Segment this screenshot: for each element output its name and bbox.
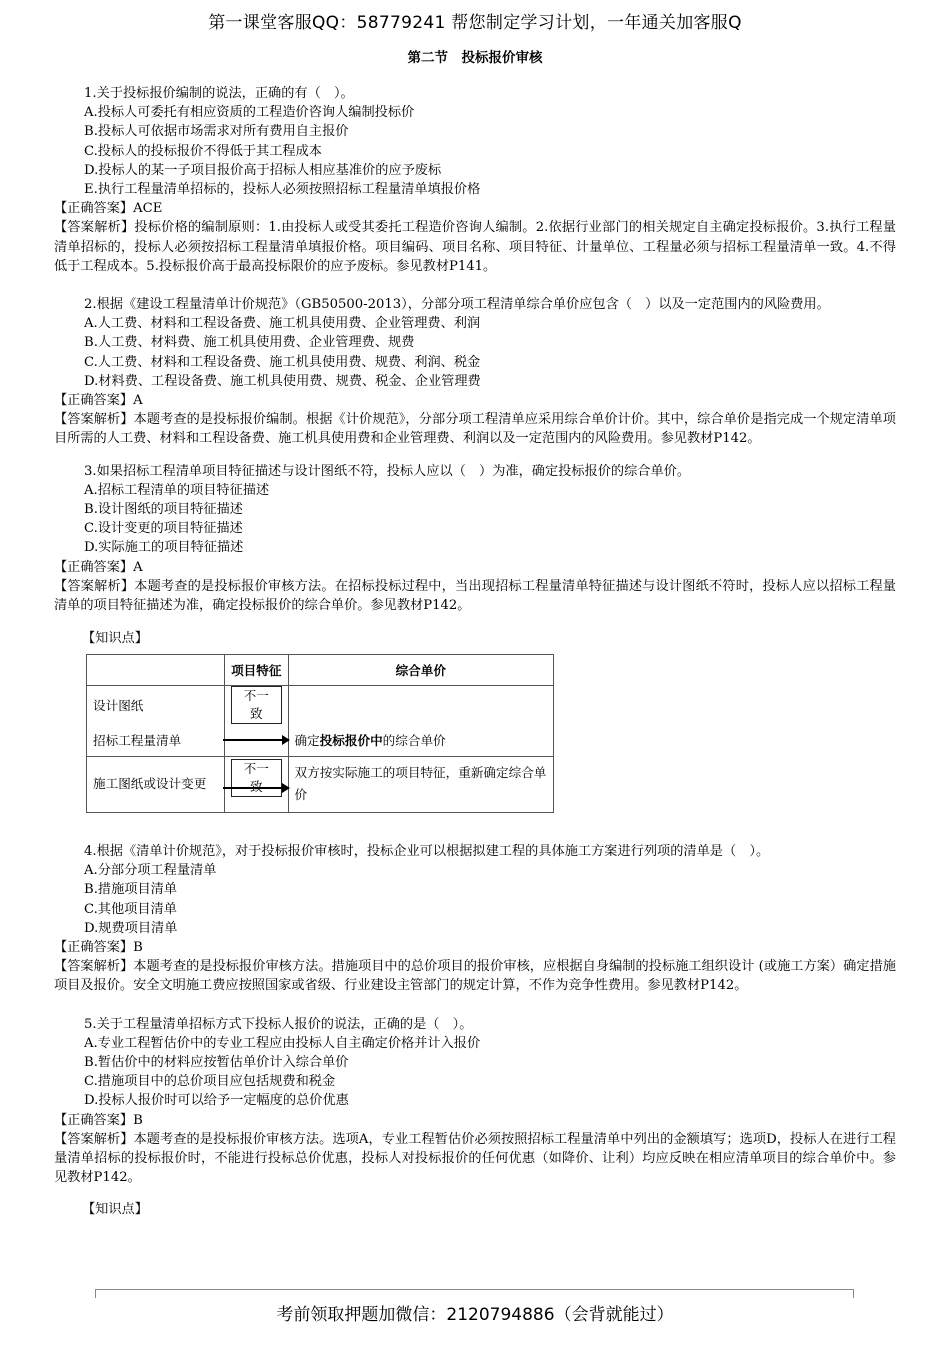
knowledge-point-label: 【知识点】 [82, 1202, 148, 1218]
option: C.人工费、材料和工程设备费、施工机具使用费、规费、利润、税金 [84, 354, 481, 370]
option: B.暂估价中的材料应按暂估单价计入综合单价 [84, 1055, 349, 1071]
knowledge-point-label: 【知识点】 [82, 631, 148, 647]
option: A.招标工程清单的项目特征描述 [84, 482, 270, 498]
option: A.专业工程暂估价中的专业工程应由投标人自主确定价格并计入报价 [84, 1035, 481, 1051]
option: D.投标人报价时可以给予一定幅度的总价优惠 [84, 1093, 349, 1109]
option: A.人工费、材料和工程设备费、施工机具使用费、企业管理费、利润 [84, 316, 481, 332]
correct-answer: 【正确答案】B [54, 940, 143, 955]
row-label: 施工图纸或设计变更 [87, 756, 225, 812]
correct-answer: 【正确答案】A [54, 559, 143, 575]
correct-answer: 【正确答案】A [54, 393, 143, 409]
row-result: 双方按实际施工的项目特征，重新确定综合单价 [288, 756, 553, 812]
answer-explanation: 【答案解析】本题考查的是投标报价审核方法。措施项目中的总价项目的报价审核，应根据自身编制的投标施工组织设计 (或施工方案）确定措施项目及报价。安全文明施工费应按照国家或省级、行业建设主管部门的规定计算，不作为竞争性费用。参见教材P142。 [54, 959, 896, 994]
option: C.其他项目清单 [84, 901, 177, 917]
option: D.投标人的某一子项目报价高于招标人相应基准价的应予废标 [84, 162, 442, 178]
column-header: 项目特征 [225, 655, 289, 686]
option: D.规费项目清单 [84, 920, 178, 936]
question-stem: 3.如果招标工程清单项目特征描述与设计图纸不符，投标人应以（ ）为准，确定投标报价的综合单价。 [84, 463, 691, 479]
row-result: 确定投标报价中的综合单价 [288, 724, 553, 756]
answer-explanation: 【答案解析】投标价格的编制原则：1.由投标人或受其委托工程造价咨询人编制。2.依据行业部门的相关规定自主确定投标报价。3.执行工程量清单招标的，投标人必须按招标工程量清单填报价格。项目编码、项目名称、项目特征、计量单位、工程量必须与招标工程量清单一致。4.不得低于工程成本。5.投标报价高于最高投标限价的应予废标。参见教材P141。 [54, 220, 896, 274]
correct-answer: 【正确答案】B [54, 1112, 143, 1128]
option: B.人工费、材料费、施工机具使用费、企业管理费、规费 [84, 335, 415, 351]
question-content [54, 84, 896, 1220]
option: A.投标人可委托有相应资质的工程造价咨询人编制投标价 [84, 105, 415, 121]
option: D.材料费、工程设备费、施工机具使用费、规费、税金、企业管理费 [84, 373, 481, 389]
answer-explanation: 【答案解析】本题考查的是投标报价审核方法。选项A，专业工程暂估价必须按照招标工程量清单中列出的金额填写；选项D，投标人在进行工程量清单招标的投标报价时，不能进行投标总价优惠，投标人对投标报价的任何优惠（如降价、让利）均应反映在相应清单项目的综合单价中。参见教材P142。 [54, 1131, 896, 1186]
mismatch-tag: 不一致 [231, 686, 282, 724]
option: A.分部分项工程量清单 [84, 863, 217, 879]
question-stem: 1.关于投标报价编制的说法，正确的有（ ）。 [84, 86, 354, 101]
option: C.投标人的投标报价不得低于其工程成本 [84, 143, 322, 159]
page-header: 第一课堂客服QQ：58779241 帮您制定学习计划，一年通关加客服Q [208, 13, 742, 33]
mismatch-tag: 不一致 [231, 759, 282, 797]
option: B.投标人可依据市场需求对所有费用自主报价 [84, 124, 349, 140]
option: B.措施项目清单 [84, 882, 178, 898]
option: D.实际施工的项目特征描述 [84, 540, 244, 556]
option: C.设计变更的项目特征描述 [84, 521, 243, 537]
row-label: 招标工程量清单 [87, 724, 225, 756]
question-stem: 4.根据《清单计价规范》，对于投标报价审核时，投标企业可以根据拟建工程的具体施工方案进行列项的清单是（ ）。 [84, 843, 770, 859]
row-label: 设计图纸 [87, 686, 225, 725]
option: E.执行工程量清单招标的，投标人必须按照招标工程量清单填报价格 [84, 182, 481, 198]
page-footer: 考前领取押题加微信：2120794886（会背就能过） [276, 1305, 674, 1325]
column-header: 综合单价 [288, 655, 553, 686]
divider [95, 1289, 854, 1290]
question-stem: 2.根据《建设工程量清单计价规范》（GB50500-2013），分部分项工程清单综合单价应包含（ ）以及一定范围内的风险费用。 [84, 297, 830, 313]
correct-answer: 【正确答案】ACE [54, 201, 163, 217]
arrow [223, 787, 288, 789]
knowledge-table [86, 654, 554, 813]
question-stem: 5.关于工程量清单招标方式下投标人报价的说法，正确的是（ ）。 [84, 1016, 473, 1032]
option: C.措施项目中的总价项目应包括规费和税金 [84, 1074, 336, 1090]
arrow [225, 724, 289, 756]
option: B.设计图纸的项目特征描述 [84, 502, 243, 518]
answer-explanation: 【答案解析】本题考查的是投标报价审核方法。在招标投标过程中，当出现招标工程量清单特征描述与设计图纸不符时，投标人应以招标工程量清单的项目特征描述为准，确定投标报价的综合单价。参见教材P142。 [54, 578, 896, 614]
answer-explanation: 【答案解析】本题考查的是投标报价编制。根据《计价规范》，分部分项工程清单应采用综合单价计价。其中，综合单价是指完成一个规定清单项目所需的人工费、材料和工程设备费、施工机具使用费和企业管理费、利润以及一定范围内的风险费用。参见教材P142。 [54, 412, 896, 447]
section-title: 第二节 投标报价审核 [407, 50, 543, 66]
